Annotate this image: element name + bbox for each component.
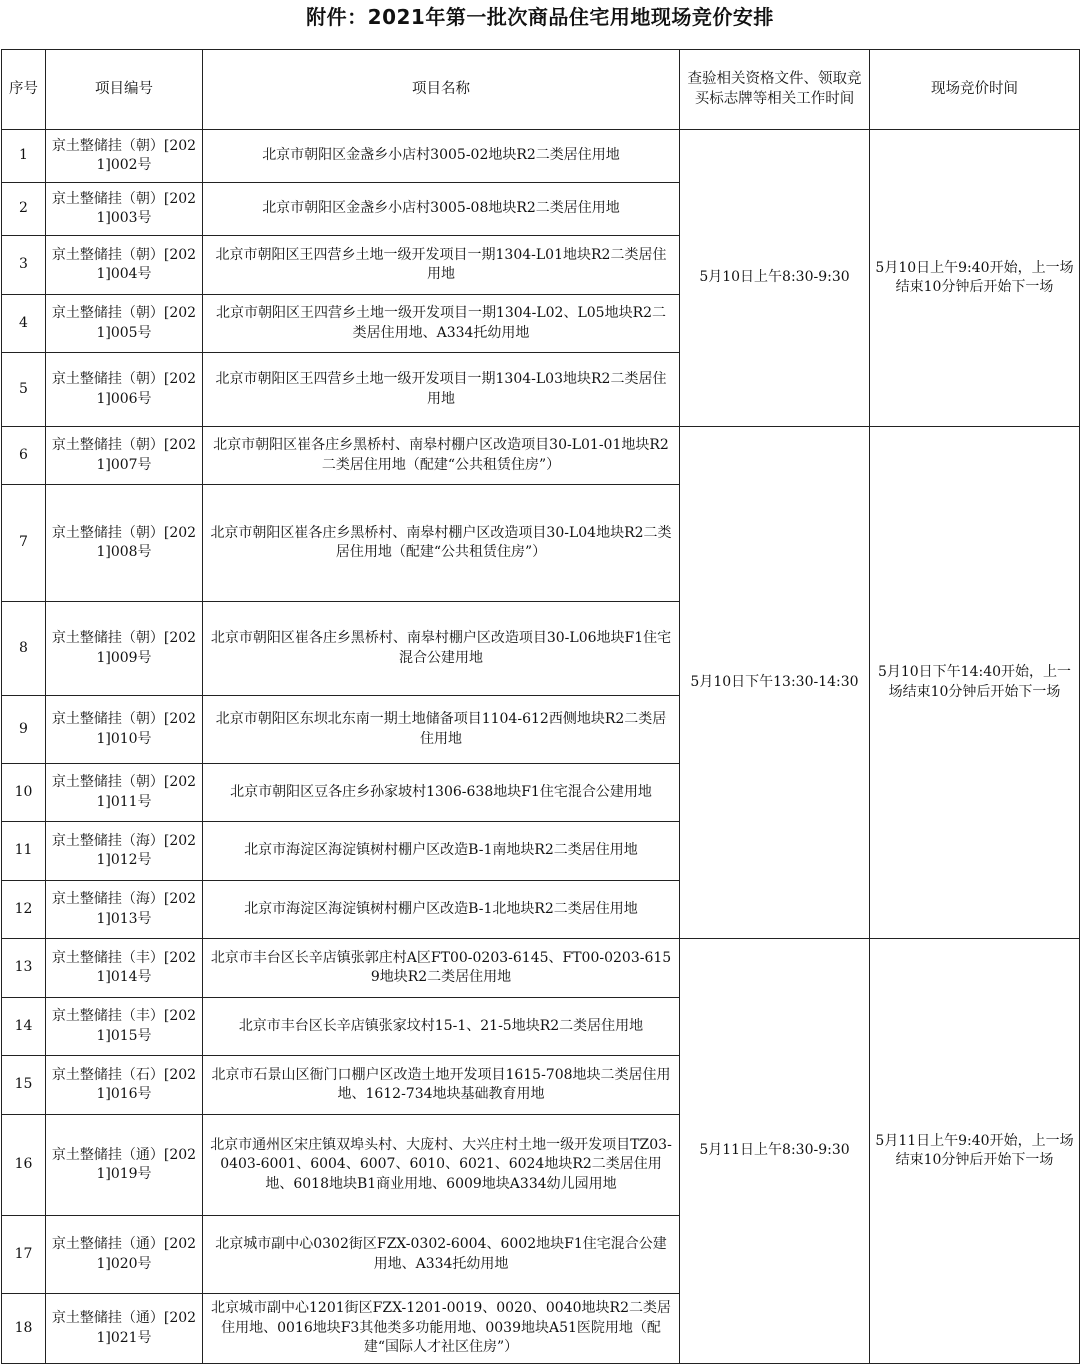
name-cell: 北京市朝阳区王四营乡土地一级开发项目一期1304-L03地块R2二类居住用地 bbox=[203, 353, 680, 427]
name-cell: 北京市朝阳区崔各庄乡黑桥村、南皋村棚户区改造项目30-L01-01地块R2二类居住用地（配建“公共租赁住房”） bbox=[203, 427, 680, 485]
seq-cell: 12 bbox=[2, 881, 46, 939]
auction-schedule-table bbox=[1, 49, 1080, 1364]
seq-cell: 3 bbox=[2, 236, 46, 295]
header-row bbox=[2, 50, 1080, 130]
seq-cell: 17 bbox=[2, 1216, 46, 1294]
seq-cell: 4 bbox=[2, 295, 46, 353]
name-cell: 北京市石景山区衙门口棚户区改造土地开发项目1615-708地块二类居住用地、1612-734地块基础教育用地 bbox=[203, 1056, 680, 1115]
code-cell: 京土整储挂（丰）[2021]014号 bbox=[46, 939, 203, 998]
code-cell: 京土整储挂（朝）[2021]004号 bbox=[46, 236, 203, 295]
code-cell: 京土整储挂（朝）[2021]008号 bbox=[46, 485, 203, 602]
verify-time-cell: 5月11日上午8:30-9:30 bbox=[680, 939, 870, 1364]
name-cell: 北京市通州区宋庄镇双埠头村、大庞村、大兴庄村土地一级开发项目TZ03-0403-6001、6004、6007、6010、6021、6024地块R2二类居住用地、6018地块B1商业用地、6009地块A334幼儿园用地 bbox=[203, 1115, 680, 1216]
name-cell: 北京市海淀区海淀镇树村棚户区改造B-1南地块R2二类居住用地 bbox=[203, 822, 680, 881]
code-cell: 京土整储挂（朝）[2021]003号 bbox=[46, 183, 203, 236]
header-name: 项目名称 bbox=[203, 50, 680, 130]
name-cell: 北京市丰台区长辛店镇张郭庄村A区FT00-0203-6145、FT00-0203-6159地块R2二类居住用地 bbox=[203, 939, 680, 998]
name-cell: 北京市朝阳区东坝北东南一期土地储备项目1104-612西侧地块R2二类居住用地 bbox=[203, 696, 680, 764]
seq-cell: 6 bbox=[2, 427, 46, 485]
code-cell: 京土整储挂（通）[2021]019号 bbox=[46, 1115, 203, 1216]
seq-cell: 1 bbox=[2, 130, 46, 183]
name-cell: 北京市朝阳区崔各庄乡黑桥村、南皋村棚户区改造项目30-L04地块R2二类居住用地（配建“公共租赁住房”） bbox=[203, 485, 680, 602]
header-code: 项目编号 bbox=[46, 50, 203, 130]
seq-cell: 13 bbox=[2, 939, 46, 998]
code-cell: 京土整储挂（通）[2021]020号 bbox=[46, 1216, 203, 1294]
code-cell: 京土整储挂（朝）[2021]005号 bbox=[46, 295, 203, 353]
header-bid-time: 现场竞价时间 bbox=[870, 50, 1080, 130]
seq-cell: 15 bbox=[2, 1056, 46, 1115]
name-cell: 北京市朝阳区王四营乡土地一级开发项目一期1304-L01地块R2二类居住用地 bbox=[203, 236, 680, 295]
bid-time-cell: 5月10日下午14:40开始，上一场结束10分钟后开始下一场 bbox=[870, 427, 1080, 939]
seq-cell: 14 bbox=[2, 998, 46, 1056]
table-row bbox=[2, 130, 1080, 183]
code-cell: 京土整储挂（石）[2021]016号 bbox=[46, 1056, 203, 1115]
name-cell: 北京市朝阳区金盏乡小店村3005-02地块R2二类居住用地 bbox=[203, 130, 680, 183]
name-cell: 北京市朝阳区王四营乡土地一级开发项目一期1304-L02、L05地块R2二类居住用地、A334托幼用地 bbox=[203, 295, 680, 353]
code-cell: 京土整储挂（朝）[2021]010号 bbox=[46, 696, 203, 764]
table-row bbox=[2, 427, 1080, 485]
name-cell: 北京市丰台区长辛店镇张家坟村15-1、21-5地块R2二类居住用地 bbox=[203, 998, 680, 1056]
name-cell: 北京城市副中心0302街区FZX-0302-6004、6002地块F1住宅混合公建用地、A334托幼用地 bbox=[203, 1216, 680, 1294]
seq-cell: 18 bbox=[2, 1294, 46, 1364]
bid-time-cell: 5月11日上午9:40开始，上一场结束10分钟后开始下一场 bbox=[870, 939, 1080, 1364]
seq-cell: 16 bbox=[2, 1115, 46, 1216]
name-cell: 北京市海淀区海淀镇树村棚户区改造B-1北地块R2二类居住用地 bbox=[203, 881, 680, 939]
name-cell: 北京市朝阳区金盏乡小店村3005-08地块R2二类居住用地 bbox=[203, 183, 680, 236]
seq-cell: 2 bbox=[2, 183, 46, 236]
verify-time-cell: 5月10日下午13:30-14:30 bbox=[680, 427, 870, 939]
table-row bbox=[2, 939, 1080, 998]
code-cell: 京土整储挂（朝）[2021]006号 bbox=[46, 353, 203, 427]
seq-cell: 11 bbox=[2, 822, 46, 881]
seq-cell: 10 bbox=[2, 764, 46, 822]
name-cell: 北京城市副中心1201街区FZX-1201-0019、0020、0040地块R2二类居住用地、0016地块F3其他类多功能用地、0039地块A51医院用地（配建“国际人才社区住房”） bbox=[203, 1294, 680, 1364]
code-cell: 京土整储挂（朝）[2021]007号 bbox=[46, 427, 203, 485]
code-cell: 京土整储挂（丰）[2021]015号 bbox=[46, 998, 203, 1056]
code-cell: 京土整储挂（海）[2021]012号 bbox=[46, 822, 203, 881]
seq-cell: 7 bbox=[2, 485, 46, 602]
code-cell: 京土整储挂（通）[2021]021号 bbox=[46, 1294, 203, 1364]
code-cell: 京土整储挂（朝）[2021]002号 bbox=[46, 130, 203, 183]
name-cell: 北京市朝阳区崔各庄乡黑桥村、南皋村棚户区改造项目30-L06地块F1住宅混合公建用地 bbox=[203, 602, 680, 696]
name-cell: 北京市朝阳区豆各庄乡孙家坡村1306-638地块F1住宅混合公建用地 bbox=[203, 764, 680, 822]
header-seq: 序号 bbox=[2, 50, 46, 130]
seq-cell: 8 bbox=[2, 602, 46, 696]
page-title: 附件：2021年第一批次商品住宅用地现场竞价安排 bbox=[306, 5, 774, 29]
seq-cell: 5 bbox=[2, 353, 46, 427]
code-cell: 京土整储挂（朝）[2021]011号 bbox=[46, 764, 203, 822]
bid-time-cell: 5月10日上午9:40开始，上一场结束10分钟后开始下一场 bbox=[870, 130, 1080, 427]
code-cell: 京土整储挂（海）[2021]013号 bbox=[46, 881, 203, 939]
seq-cell: 9 bbox=[2, 696, 46, 764]
verify-time-cell: 5月10日上午8:30-9:30 bbox=[680, 130, 870, 427]
header-verify-time: 查验相关资格文件、领取竞买标志牌等相关工作时间 bbox=[680, 50, 870, 130]
code-cell: 京土整储挂（朝）[2021]009号 bbox=[46, 602, 203, 696]
